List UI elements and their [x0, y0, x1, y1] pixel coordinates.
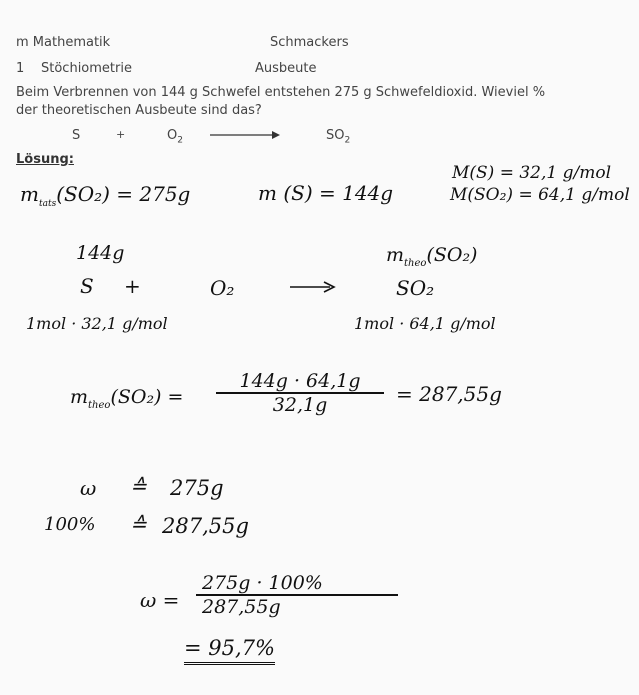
calc-denominator: 32,1g	[272, 394, 328, 416]
reaction-s: S	[80, 274, 94, 298]
reaction-arrow-icon	[288, 280, 340, 294]
prop-100-label: 100%	[44, 514, 96, 535]
prop-100-value: 287,55g	[162, 514, 249, 538]
calc-result: = 287,55g	[396, 382, 502, 406]
chapter-number: 1	[16, 61, 25, 76]
reaction-so2: SO₂	[396, 276, 435, 300]
prop-w-value: 275g	[170, 476, 224, 500]
molar-mass-so2: M(SO₂) = 64,1 g/mol	[450, 185, 630, 205]
subject-label: m Mathematik	[16, 35, 111, 50]
reaction-theo-so2: $m_{theo}(SO_2)$	[386, 244, 478, 269]
equation-o2: $O_2$	[167, 128, 184, 146]
final-fraction	[196, 572, 398, 618]
given-mass-so2: $m_{tats}(SO_2) = 275g$	[20, 182, 191, 209]
task-line-2: der theoretischen Ausbeute sind das?	[16, 103, 262, 118]
chapter-title: Stöchiometrie	[41, 61, 132, 76]
author-label: Schmackers	[270, 35, 349, 50]
reaction-mol-s: 1mol · 32,1 g/mol	[26, 314, 168, 333]
task-line-1: Beim Verbrennen von 144 g Schwefel entstehen 275 g Schwefeldioxid. Wieviel %	[16, 85, 546, 100]
prop-w-corresponds: ≙	[130, 474, 147, 498]
final-result: = 95,7%	[184, 636, 275, 665]
equation-s: S	[72, 128, 81, 143]
solution-heading: Lösung:	[16, 152, 74, 167]
given-mass-s: m (S) = 144g	[258, 181, 394, 205]
prop-w-label: ω	[80, 476, 97, 500]
prop-100-corresponds: ≙	[130, 512, 147, 536]
molar-mass-s: M(S) = 32,1 g/mol	[452, 163, 612, 183]
calc-lhs: $m_{theo}(SO_2)$ =	[70, 386, 184, 411]
reaction-plus: +	[124, 274, 141, 298]
equation-so2: $SO_2$	[326, 128, 351, 146]
equation-plus: +	[116, 128, 126, 141]
reaction-mol-so2: 1mol · 64,1 g/mol	[354, 314, 496, 333]
final-denominator: 287,55g	[202, 596, 281, 618]
calc-numerator: 144g · 64,1g	[239, 370, 361, 392]
topic-label: Ausbeute	[255, 61, 317, 76]
reaction-o2: O₂	[210, 276, 235, 300]
final-numerator: 275g · 100%	[202, 572, 323, 594]
equation-arrow-icon	[208, 130, 282, 140]
reaction-mass-s: 144g	[76, 242, 125, 264]
final-w-label: ω =	[140, 588, 180, 612]
calc-fraction	[216, 370, 384, 416]
